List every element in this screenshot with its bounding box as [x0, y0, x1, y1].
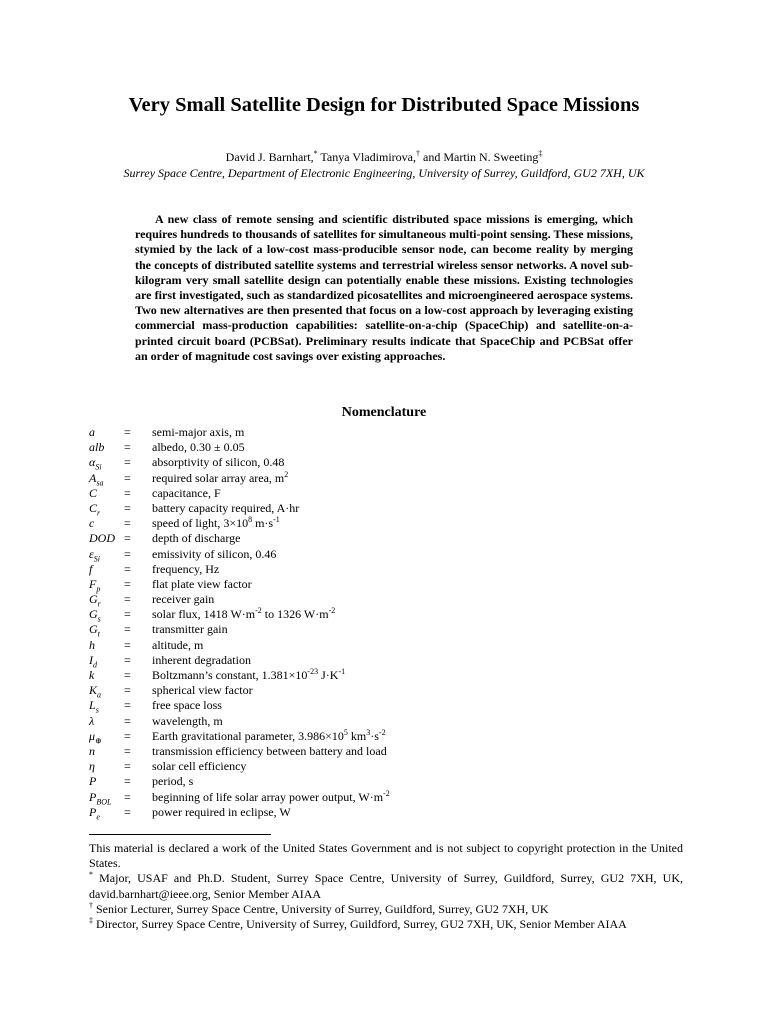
description-superscript: 8 [248, 515, 253, 525]
nomenclature-description [152, 577, 252, 592]
footnote-1-mark: * [89, 870, 93, 880]
nomenclature-symbol [89, 486, 97, 501]
symbol-subscript: r [97, 508, 101, 518]
symbol-main: G [89, 592, 98, 607]
author-mark-1: * [313, 149, 318, 158]
nomenclature-row [89, 759, 689, 774]
symbol-main: K [89, 683, 98, 698]
nomenclature-equals: = [124, 743, 131, 758]
nomenclature-equals: = [124, 759, 131, 774]
description-text-2: J·K [318, 668, 339, 682]
symbol-main: k [89, 668, 95, 682]
nomenclature-equals: = [124, 592, 131, 607]
nomenclature-description [152, 774, 193, 789]
nomenclature-description [152, 486, 221, 501]
nomenclature-description [152, 744, 387, 759]
nomenclature-equals: = [124, 652, 131, 667]
nomenclature-equals: = [124, 425, 131, 439]
symbol-main: C [89, 485, 98, 500]
description-text-2: m·s [252, 516, 274, 531]
description-text: required solar array area, m [152, 470, 285, 485]
nomenclature-row [89, 486, 689, 501]
nomenclature-row [89, 668, 689, 683]
nomenclature-description [152, 471, 288, 486]
nomenclature-description [152, 622, 228, 637]
symbol-subscript: sa [96, 477, 104, 487]
nomenclature-symbol [89, 592, 101, 607]
symbol-main: α [89, 455, 96, 470]
footnote-copyright: This material is declared a work of the United States Government and is not subject to copyright protection in the United States. [89, 841, 683, 871]
nomenclature-description [152, 668, 345, 683]
nomenclature-row [89, 592, 689, 607]
nomenclature-row [89, 562, 689, 577]
nomenclature-equals: = [124, 683, 131, 698]
symbol-subscript: ⊕ [95, 736, 102, 746]
symbol-main: n [89, 743, 95, 758]
description-text: absorptivity of silicon, 0.48 [152, 455, 285, 470]
symbol-subscript: a [97, 690, 102, 700]
description-text: Boltzmann’s constant, 1.381×10 [152, 668, 308, 682]
footnotes [89, 841, 683, 932]
symbol-main: L [89, 698, 96, 713]
description-text: altitude, m [152, 637, 204, 652]
symbol-subscript: s [95, 705, 99, 715]
nomenclature-equals: = [124, 546, 131, 561]
nomenclature-row [89, 471, 689, 486]
description-superscript-2: -1 [338, 667, 346, 676]
nomenclature-equals: = [124, 637, 131, 652]
nomenclature-equals: = [124, 500, 131, 515]
nomenclature-row [89, 577, 689, 592]
nomenclature-description [152, 638, 203, 653]
description-superscript: -2 [383, 788, 390, 798]
description-text: spherical view factor [152, 683, 253, 698]
description-text: emissivity of silicon, 0.46 [152, 546, 277, 561]
nomenclature-row [89, 744, 689, 759]
nomenclature-symbol [89, 729, 102, 744]
symbol-main: λ [89, 713, 95, 728]
paper-title: Very Small Satellite Design for Distributed Space Missions [128, 94, 640, 116]
nomenclature-symbol [89, 744, 95, 759]
symbol-main: DOD [89, 531, 115, 546]
symbol-subscript: r [97, 599, 101, 609]
nomenclature-row [89, 501, 689, 516]
nomenclature-equals: = [124, 713, 131, 728]
nomenclature-symbol [89, 471, 103, 486]
description-text: transmission efficiency between battery and load [152, 743, 387, 758]
nomenclature-equals: = [124, 470, 131, 485]
nomenclature-row [89, 683, 689, 698]
description-text: free space loss [152, 698, 222, 713]
nomenclature-description [152, 562, 219, 577]
nomenclature-description [152, 790, 390, 805]
description-text: albedo, 0.30 ± 0.05 [152, 440, 245, 455]
description-text: depth of discharge [152, 531, 241, 546]
symbol-subscript: BOL [96, 796, 112, 806]
nomenclature-symbol [89, 562, 92, 577]
nomenclature-description [152, 516, 280, 531]
author-sweeting: and Martin N. Sweeting [420, 150, 539, 164]
nomenclature-equals: = [124, 789, 131, 804]
description-text: solar flux, 1418 W·m [152, 607, 256, 622]
nomenclature-description [152, 714, 223, 729]
nomenclature-equals: = [124, 516, 131, 531]
nomenclature-description [152, 547, 276, 562]
nomenclature-symbol [89, 638, 95, 653]
nomenclature-symbol [89, 501, 100, 516]
nomenclature-row [89, 607, 689, 622]
nomenclature-equals: = [124, 485, 131, 500]
symbol-main: C [89, 500, 98, 515]
symbol-subscript: Si [95, 462, 102, 472]
description-superscript-2: -2 [328, 606, 336, 616]
footnote-1-text: Major, USAF and Ph.D. Student, Surrey Space Centre, University of Surrey, Guildford, Surrey, GU2 7XH, UK, david.barnhart@ieee.org, Senior Member AIAA [89, 871, 683, 901]
nomenclature-row [89, 774, 689, 789]
nomenclature-description [152, 698, 222, 713]
nomenclature-equals: = [124, 561, 131, 576]
affiliation: Surrey Space Centre, Department of Electronic Engineering, University of Surrey, Guildford, GU2 7XH, UK [123, 166, 645, 180]
symbol-main: A [89, 470, 97, 485]
symbol-subscript: s [97, 614, 101, 624]
symbol-main: η [89, 759, 95, 774]
nomenclature-row [89, 653, 689, 668]
nomenclature-description [152, 759, 246, 774]
nomenclature-equals: = [124, 774, 131, 789]
author-line [0, 150, 768, 165]
nomenclature-heading: Nomenclature [341, 405, 427, 420]
nomenclature-symbol [89, 759, 95, 774]
nomenclature-symbol [89, 607, 101, 622]
symbol-main: a [89, 425, 95, 439]
nomenclature-row [89, 425, 689, 440]
nomenclature-equals: = [124, 576, 131, 591]
description-text: transmitter gain [152, 622, 228, 637]
description-text-3: ·s [370, 728, 379, 743]
nomenclature-description [152, 592, 214, 607]
nomenclature-symbol [89, 714, 94, 729]
nomenclature-description [152, 425, 244, 440]
footnote-3 [89, 917, 683, 932]
nomenclature-row [89, 714, 689, 729]
author-mark-2: † [416, 149, 421, 158]
symbol-main: F [89, 576, 97, 591]
nomenclature-equals: = [124, 804, 131, 819]
nomenclature-symbol [89, 440, 104, 455]
description-text: receiver gain [152, 592, 215, 607]
nomenclature-row [89, 516, 689, 531]
nomenclature-row [89, 622, 689, 637]
nomenclature-symbol [89, 622, 100, 637]
nomenclature-equals: = [124, 728, 131, 743]
symbol-main: h [89, 637, 95, 652]
nomenclature-row [89, 729, 689, 744]
nomenclature-symbol [89, 790, 111, 805]
nomenclature-description [152, 531, 240, 546]
nomenclature-description [152, 683, 253, 698]
symbol-subscript: e [96, 812, 100, 822]
description-superscript: 5 [343, 727, 348, 737]
nomenclature-equals: = [124, 607, 131, 622]
symbol-main: I [89, 652, 93, 667]
nomenclature-symbol [89, 774, 96, 789]
nomenclature-symbol [89, 805, 100, 820]
nomenclature-description [152, 729, 386, 744]
author-barnhart: David J. Barnhart, [225, 150, 314, 164]
footnote-3-text: Director, Surrey Space Centre, University of Surrey, Guildford, Surrey, GU2 7XH, UK, Senior Member AIAA [93, 917, 627, 932]
nomenclature-symbol [89, 547, 100, 562]
description-text: power required in eclipse, W [152, 804, 291, 819]
nomenclature-equals: = [124, 531, 131, 546]
nomenclature-description [152, 440, 245, 455]
nomenclature-list [89, 425, 689, 820]
nomenclature-symbol [89, 683, 101, 698]
author-mark-3: ‡ [538, 149, 543, 158]
nomenclature-description [152, 455, 284, 470]
nomenclature-symbol [89, 425, 95, 440]
symbol-main: G [89, 607, 98, 622]
symbol-main: P [89, 804, 97, 819]
description-text: Earth gravitational parameter, 3.986×10 [152, 728, 344, 743]
symbol-main: ε [89, 546, 94, 561]
symbol-main: μ [89, 728, 96, 743]
footnote-2-text: Senior Lecturer, Surrey Space Centre, University of Surrey, Guildford, Surrey, GU2 7XH, UK [93, 901, 549, 916]
description-superscript: -2 [255, 606, 262, 616]
description-superscript-3: -2 [378, 727, 386, 737]
nomenclature-description [152, 653, 251, 668]
nomenclature-symbol [89, 531, 115, 546]
description-text: wavelength, m [152, 713, 223, 728]
description-text: semi-major axis, m [152, 425, 245, 439]
description-text: frequency, Hz [152, 561, 220, 576]
nomenclature-row [89, 698, 689, 713]
description-text-2: to 1326 W·m [261, 607, 329, 622]
footnote-3-mark: ‡ [89, 916, 93, 926]
nomenclature-description [152, 805, 291, 820]
symbol-main: c [89, 516, 95, 531]
nomenclature-symbol [89, 668, 94, 683]
nomenclature-row [89, 531, 689, 546]
description-superscript-2: -1 [273, 515, 280, 525]
symbol-subscript: d [93, 660, 97, 670]
symbol-main: P [89, 789, 97, 804]
description-text: beginning of life solar array power output, W·m [152, 789, 384, 804]
nomenclature-row [89, 790, 689, 805]
nomenclature-symbol [89, 698, 99, 713]
footnote-2 [89, 902, 683, 917]
nomenclature-row [89, 638, 689, 653]
footnote-divider [89, 834, 271, 835]
nomenclature-row [89, 455, 689, 470]
symbol-subscript: Si [93, 553, 100, 563]
nomenclature-description [152, 607, 335, 622]
symbol-main: P [89, 774, 97, 789]
nomenclature-equals: = [124, 440, 131, 455]
nomenclature-equals: = [124, 622, 131, 637]
nomenclature-row [89, 440, 689, 455]
abstract: A new class of remote sensing and scientific distributed space missions is emerging, which requires hundreds to thousands of satellites for simultaneous multi-point sensing. These missions, stymied by the lack of a low-cost mass-producible sensor node, can become reality by merging the concepts of distributed satellite systems and terrestrial wireless sensor networks. A novel sub-kilogram very small satellite design can potentially enable these missions. Existing technologies are first investigated, such as standardized picosatellites and microengineered aerospace systems. Two new alternatives are then presented that focus on a low-cost approach by leveraging existing commercial mass-production capabilities: satellite-on-a-chip (SpaceChip) and satellite-on-a-printed circuit board (PCBSat). Preliminary results indicate that SpaceChip and PCBSat offer an order of magnitude cost savings over existing approaches. [135, 212, 633, 363]
nomenclature-symbol [89, 516, 94, 531]
nomenclature-equals: = [124, 455, 131, 470]
description-text: flat plate view factor [152, 576, 252, 591]
nomenclature-row [89, 547, 689, 562]
nomenclature-row [89, 805, 689, 820]
nomenclature-symbol [89, 653, 97, 668]
description-text: solar cell efficiency [152, 759, 247, 774]
symbol-main: alb [89, 440, 105, 455]
author-vladimirova: Tanya Vladimirova, [317, 150, 417, 164]
description-text: inherent degradation [152, 652, 251, 667]
description-text: period, s [152, 774, 194, 789]
description-text: capacitance, F [152, 485, 221, 500]
symbol-main: f [89, 561, 93, 576]
footnote-2-mark: † [89, 900, 93, 910]
nomenclature-symbol [89, 577, 100, 592]
description-superscript-2: 3 [366, 727, 371, 737]
description-superscript: 2 [284, 469, 289, 479]
symbol-subscript: t [97, 629, 100, 639]
description-superscript: -23 [307, 667, 319, 676]
description-text: speed of light, 3×10 [152, 516, 249, 531]
nomenclature-symbol [89, 455, 102, 470]
symbol-main: G [89, 622, 98, 637]
symbol-subscript: p [96, 584, 101, 594]
nomenclature-equals: = [124, 668, 131, 682]
description-text-2: km [347, 728, 367, 743]
nomenclature-description [152, 501, 299, 516]
footnote-1 [89, 871, 683, 901]
description-text: battery capacity required, A·hr [152, 500, 300, 515]
nomenclature-equals: = [124, 698, 131, 713]
